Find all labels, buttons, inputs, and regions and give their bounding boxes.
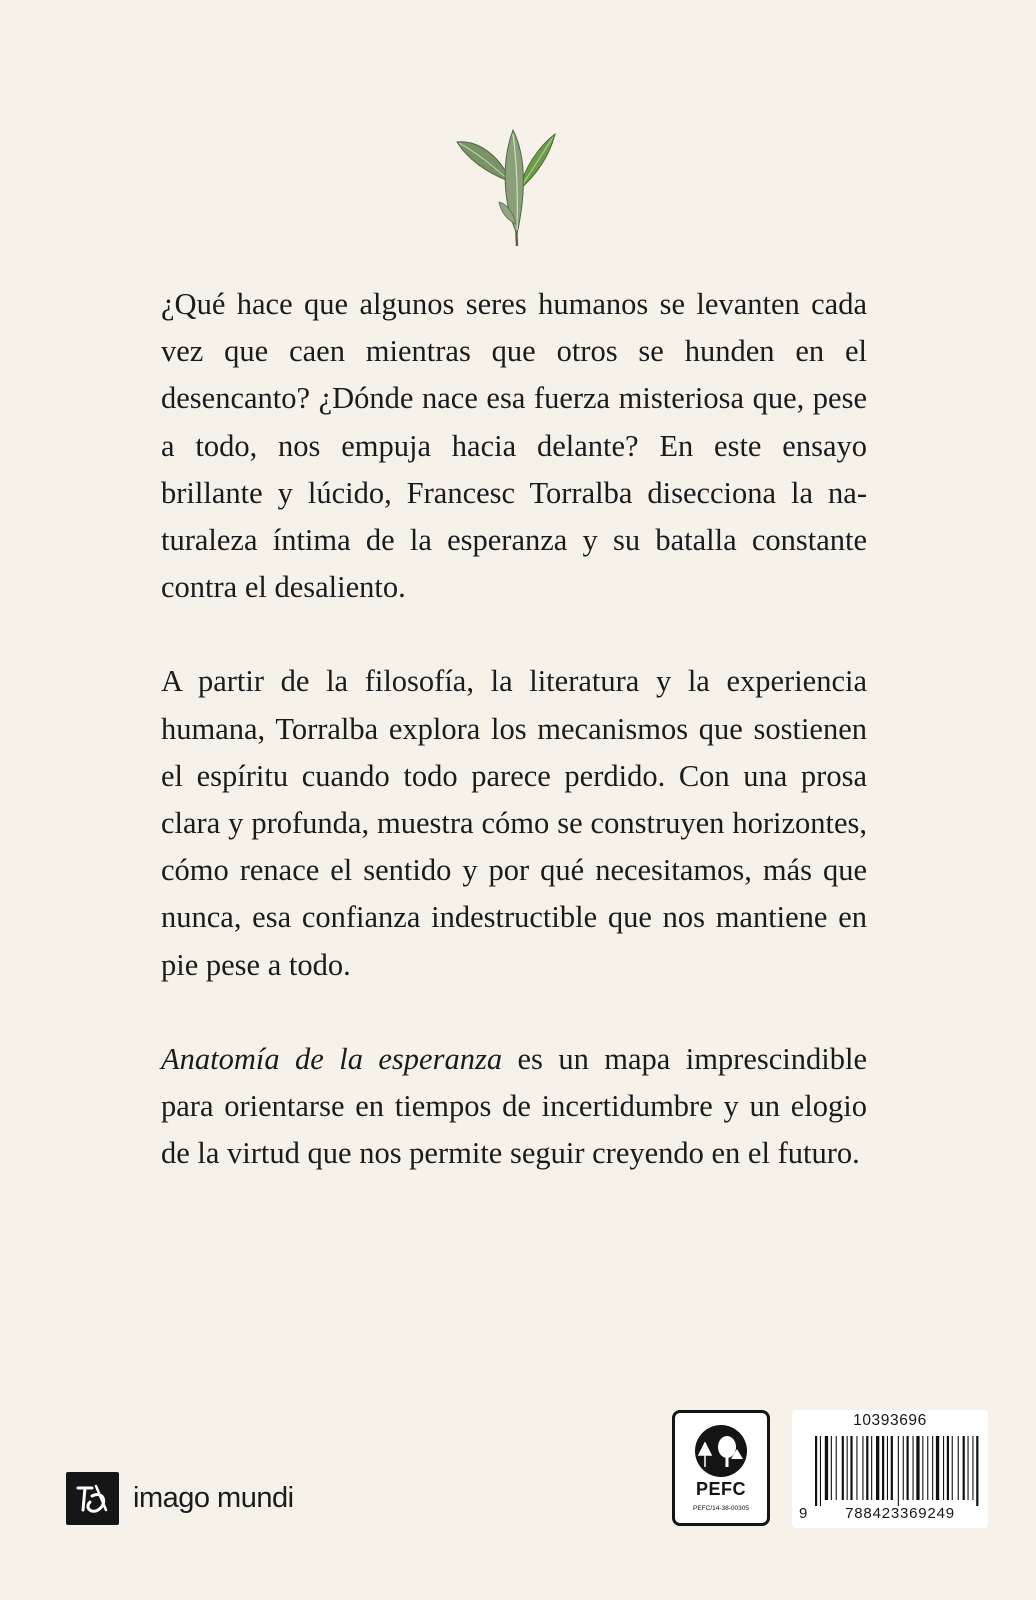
- book-title: Anatomía de la esperanza: [161, 1041, 503, 1076]
- publisher-logo: [66, 1472, 294, 1525]
- isbn-barcode: [792, 1410, 988, 1528]
- barcode-digits: 788423369249: [845, 1505, 955, 1522]
- blurb-paragraph-1: ¿Qué hace que algunos seres humanos se levanten cada vez que caen mientras que otros se hunden en el desencanto? ¿Dónde nace esa fuerza misteriosa que, pese a todo, nos empuja hacia delante? En este ensayo brillante y lúcido, Francesc Torralba disecciona la naturaleza íntima de la esperanza y su batalla constante contra el desaliento.: [161, 287, 867, 605]
- pefc-label: PEFC: [695, 1479, 746, 1499]
- blurb-paragraph-2: A partir de la filosofía, la literatura y la experiencia humana, Torralba explora los mecanismos que sostienen el espíritu cuando todo parece perdido. Con una prosa clara y profunda, muestra cómo se construyen horizontes, cómo renace el sentido y por qué necesitamos, más que nunca, esa confianza indestructible que nos mantiene en pie pese a todo.: [161, 664, 867, 982]
- barcode-top-number: 10393696: [853, 1412, 927, 1429]
- blurb-paragraph-3-text: es un mapa imprescindible para orientarse en tiempos de incertidumbre y un elogio de la virtud que nos permite seguir creyendo en el futuro.: [161, 1041, 867, 1171]
- imago-mundi-logo-icon: [66, 1472, 119, 1525]
- back-cover-blurb: [161, 281, 867, 1177]
- publisher-name: imago mundi: [133, 1482, 294, 1514]
- blurb-paragraph-3: [161, 1036, 867, 1178]
- pefc-certification: [672, 1410, 770, 1526]
- barcode-first-digit: 9: [799, 1505, 808, 1522]
- pefc-trees-logo-icon: [675, 1413, 767, 1483]
- pefc-code: PEFC/14-38-00305: [692, 1505, 749, 1512]
- barcode-bars: [815, 1436, 981, 1506]
- sprig-icon: [455, 124, 575, 248]
